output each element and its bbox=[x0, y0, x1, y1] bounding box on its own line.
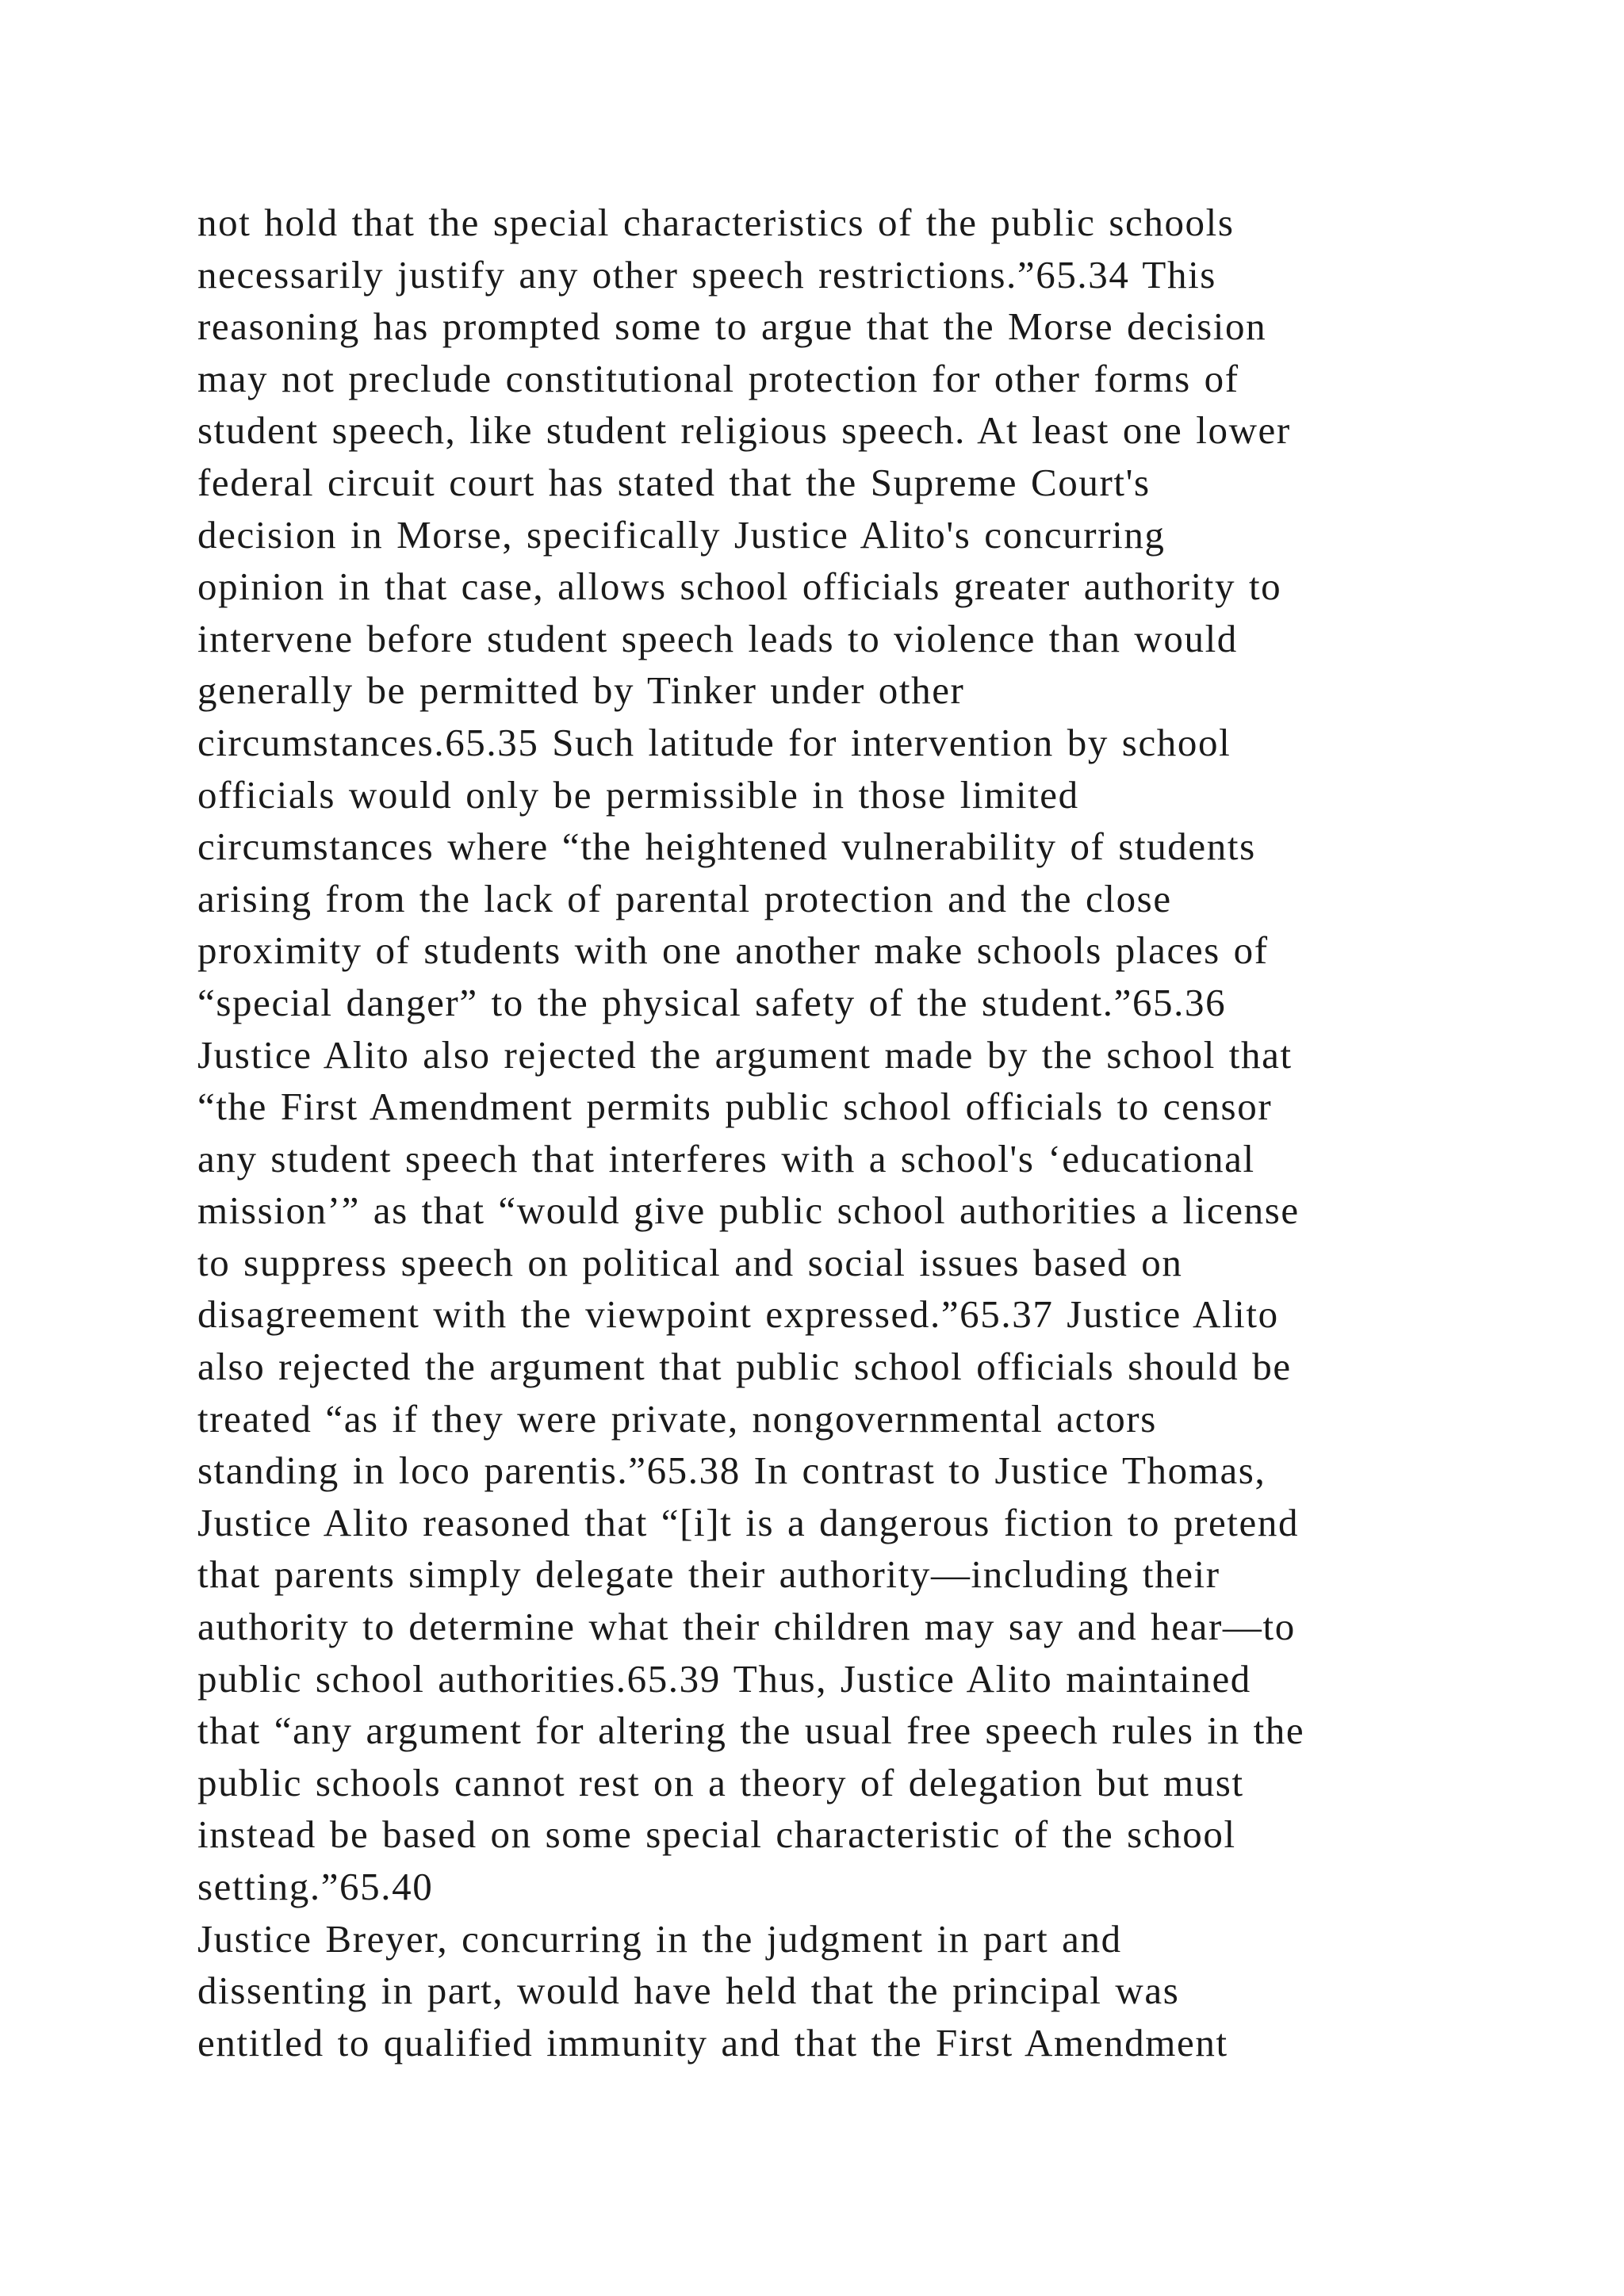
text-line: federal circuit court has stated that the Supreme Court's bbox=[197, 460, 1151, 504]
text-line: arising from the lack of parental protection and the close bbox=[197, 876, 1172, 920]
text-line: to suppress speech on political and social issues based on bbox=[197, 1240, 1183, 1284]
text-line: setting.”65.40 bbox=[197, 1865, 434, 1908]
text-line: public school authorities.65.39 Thus, Justice Alito maintained bbox=[197, 1656, 1251, 1701]
text-line: generally be permitted by Tinker under other bbox=[197, 668, 965, 713]
text-line: necessarily justify any other speech restrictions.”65.34 This bbox=[197, 252, 1216, 297]
text-line: any student speech that interferes with a school's ‘educational bbox=[197, 1136, 1255, 1181]
text-line: reasoning has prompted some to argue that the Morse decision bbox=[197, 304, 1267, 349]
text-line: Justice Alito also rejected the argument made by the school that bbox=[197, 1032, 1293, 1077]
body-text bbox=[197, 197, 1498, 2068]
text-line: dissenting in part, would have held that the principal was bbox=[197, 1969, 1180, 2013]
text-line: standing in loco parentis.”65.38 In contrast to Justice Thomas, bbox=[197, 1448, 1266, 1493]
text-line: Justice Alito reasoned that “[i]t is a dangerous fiction to pretend bbox=[197, 1500, 1300, 1544]
text-line: mission’” as that “would give public school authorities a license bbox=[197, 1188, 1300, 1233]
text-line: may not preclude constitutional protection for other forms of bbox=[197, 356, 1239, 400]
text-line: “the First Amendment permits public school officials to censor bbox=[197, 1085, 1273, 1129]
text-line: that parents simply delegate their authority—including their bbox=[197, 1552, 1220, 1597]
text-line: not hold that the special characteristics of the public schools bbox=[197, 201, 1235, 244]
text-line: disagreement with the viewpoint expressed.”65.37 Justice Alito bbox=[197, 1292, 1279, 1337]
text-line: that “any argument for altering the usual free speech rules in the bbox=[197, 1709, 1305, 1753]
text-line: proximity of students with one another make schools places of bbox=[197, 928, 1269, 973]
text-line: instead be based on some special characteristic of the school bbox=[197, 1812, 1236, 1857]
text-line: “special danger” to the physical safety of the student.”65.36 bbox=[197, 980, 1227, 1024]
text-line: circumstances.65.35 Such latitude for intervention by school bbox=[197, 720, 1231, 764]
text-line: Justice Breyer, concurring in the judgment in part and bbox=[197, 1916, 1122, 1961]
text-line: decision in Morse, specifically Justice Alito's concurring bbox=[197, 512, 1166, 557]
text-line: intervene before student speech leads to violence than would bbox=[197, 616, 1238, 660]
text-line: opinion in that case, allows school officials greater authority to bbox=[197, 564, 1282, 609]
text-line: entitled to qualified immunity and that the First Amendment bbox=[197, 2020, 1228, 2064]
text-line: officials would only be permissible in those limited bbox=[197, 772, 1079, 817]
text-line: public schools cannot rest on a theory of delegation but must bbox=[197, 1760, 1244, 1804]
text-line: also rejected the argument that public school officials should be bbox=[197, 1345, 1292, 1389]
text-line: treated “as if they were private, nongovernmental actors bbox=[197, 1396, 1157, 1441]
text-line: authority to determine what their children may say and hear—to bbox=[197, 1605, 1296, 1649]
text-line: student speech, like student religious speech. At least one lower bbox=[197, 408, 1291, 453]
text-line: circumstances where “the heightened vulnerability of students bbox=[197, 825, 1256, 869]
